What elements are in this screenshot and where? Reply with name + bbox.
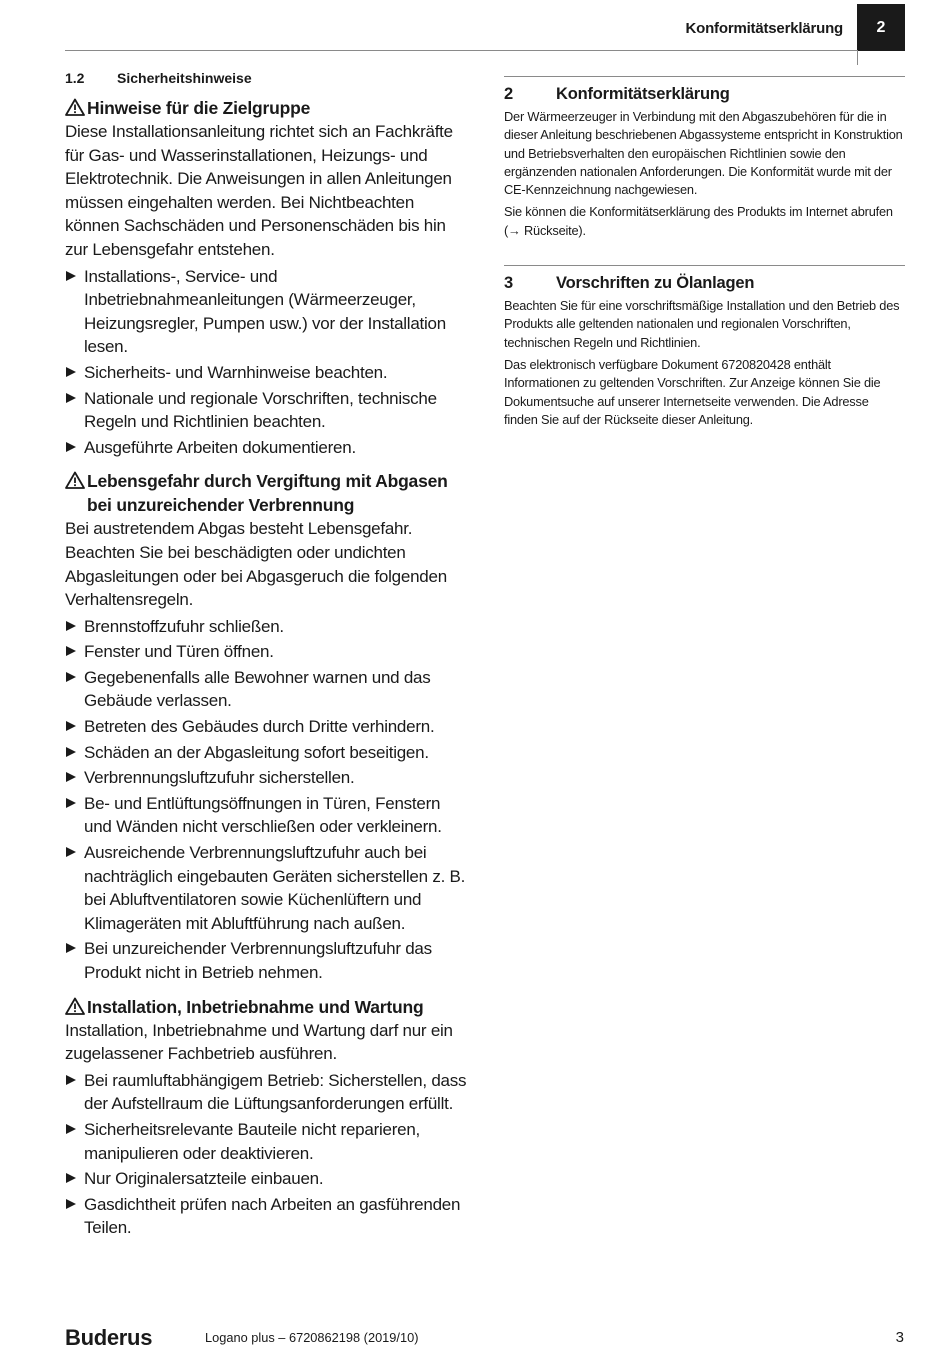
step-text: Be- und Entlüftungsöffnungen in Türen, Fenstern und Wänden nicht verschließen oder verkleinern. [84, 793, 442, 837]
step-text: Betreten des Gebäudes durch Dritte verhindern. [84, 717, 435, 737]
step-text: Schäden an der Abgasleitung sofort beseitigen. [84, 742, 429, 762]
section-title: Vorschriften zu Ölanlagen [556, 274, 755, 293]
step-list [65, 265, 470, 460]
arrow-right-icon [66, 943, 76, 953]
left-column [65, 68, 470, 1242]
step-item [65, 1167, 470, 1191]
arrow-right-icon [66, 1124, 76, 1134]
section-heading [504, 274, 905, 293]
step-item [65, 1118, 470, 1165]
step-item [65, 841, 470, 935]
warning-paragraph: Diese Installationsanleitung richtet sich an Fachkräfte für Gas- und Wasserinstallationen, Heizungs- und Elektrotechnik. Die Anweisungen in allen Anleitungen müssen eingehalten werden. Bei Nichtbeachten können Sachschäden und Personenschäden bis hin zur Lebensgefahr entstehen. [65, 122, 453, 259]
subsection-heading [65, 70, 470, 86]
step-text: Ausgeführte Arbeiten dokumentieren. [84, 437, 356, 457]
step-item [65, 666, 470, 713]
arrow-right-icon [66, 271, 76, 281]
chapter-tab: 2 [857, 4, 905, 51]
warning-heading-exhaust-poisoning [65, 469, 470, 517]
warning-triangle-icon [65, 96, 87, 120]
step-item [65, 615, 470, 639]
section-paragraph: Das elektronisch verfügbare Dokument 6720820428 enthält Informationen zu geltenden Vorschriften. Zur Anzeige können Sie die Dokumentsuche auf unserer Internetseite verwenden. Die Adresse finden Sie auf der Rückseite dieser Anleitung. [504, 356, 881, 427]
step-list [65, 1069, 470, 1240]
running-header-title: Konformitätserklärung [685, 20, 843, 37]
step-text: Sicherheits- und Warnhinweise beachten. [84, 362, 388, 382]
warning-title: Installation, Inbetriebnahme und Wartung [87, 996, 424, 1017]
warning-title: Lebensgefahr durch Vergiftung mit Abgasen bei unzureichender Verbrennung [87, 471, 448, 516]
arrow-right-icon [66, 367, 76, 377]
header-rule [65, 50, 857, 51]
section-rule [504, 76, 905, 77]
warning-paragraph: Installation, Inbetriebnahme und Wartung darf nur ein zugelassener Fachbetrieb ausführen. [65, 1020, 453, 1064]
warning-triangle-icon [65, 995, 87, 1019]
step-text: Bei raumluftabhängigem Betrieb: Sicherstellen, dass der Aufstellraum die Lüftungsanforderungen erfüllt. [84, 1070, 467, 1114]
section-rule [504, 265, 905, 266]
section-paragraph: Sie können die Konformitätserklärung des Produkts im Internet abrufen (→ Rückseite). [504, 204, 893, 238]
step-text: Ausreichende Verbrennungsluftzufuhr auch bei nachträglich eingebauten Geräten sicherstellen z. B. bei Abluftventilatoren sowie Küchenlüftern und Klimageräten mit Abluftführung nach außen. [84, 843, 466, 933]
step-list [65, 615, 470, 985]
arrow-right-icon [66, 621, 76, 631]
step-text: Nationale und regionale Vorschriften, technische Regeln und Richtlinien beachten. [84, 388, 437, 432]
step-item [65, 792, 470, 839]
section-paragraph: Der Wärmeerzeuger in Verbindung mit den Abgaszubehören für die in dieser Anleitung beschriebenen Abgassysteme entspricht in Konstruktion und Betriebsverhalten den europäischen Richtlinien sowie den ergänzenden nationalen Anforderungen. Die Konformität wurde mit der CE-Kennzeichnung nachgewiesen. [504, 109, 903, 198]
arrow-right-icon [66, 772, 76, 782]
step-item [65, 937, 470, 984]
step-text: Brennstoffzufuhr schließen. [84, 616, 284, 636]
arrow-right-icon [66, 721, 76, 731]
arrow-right-icon [66, 1199, 76, 1209]
step-text: Nur Originalersatzteile einbauen. [84, 1169, 324, 1189]
step-item [65, 640, 470, 664]
arrow-right-icon [66, 442, 76, 452]
warning-heading-installation [65, 995, 470, 1019]
step-item [65, 741, 470, 765]
step-text: Sicherheitsrelevante Bauteile nicht reparieren, manipulieren oder deaktivieren. [84, 1119, 421, 1163]
subsection-number: 1.2 [65, 70, 85, 86]
arrow-right-icon [66, 798, 76, 808]
section-paragraph: Beachten Sie für eine vorschriftsmäßige Installation und den Betrieb des Produkts alle geltenden nationalen und regionalen Vorschriften, technischen Regeln und Richtlinien. [504, 298, 900, 350]
arrow-right-icon [66, 747, 76, 757]
step-item [65, 361, 470, 385]
warning-triangle-icon [65, 469, 87, 517]
step-item [65, 1193, 470, 1240]
step-text: Verbrennungsluftzufuhr sicherstellen. [84, 768, 355, 788]
step-text: Fenster und Türen öffnen. [84, 642, 274, 662]
arrow-right-icon [66, 393, 76, 403]
section-number: 3 [504, 274, 513, 293]
step-item [65, 715, 470, 739]
section-title: Konformitätserklärung [556, 85, 730, 103]
arrow-right-icon [66, 847, 76, 857]
step-text: Bei unzureichender Verbrennungsluftzufuhr das Produkt nicht in Betrieb nehmen. [84, 939, 432, 982]
step-text: Gasdichtheit prüfen nach Arbeiten an gasführenden Teilen. [84, 1194, 461, 1238]
step-item [65, 766, 470, 790]
arrow-right-icon [66, 1075, 76, 1085]
arrow-right-icon [66, 646, 76, 656]
page-number: 3 [895, 1329, 904, 1346]
footer-document-id: Logano plus – 6720862198 (2019/10) [205, 1330, 419, 1345]
step-item [65, 387, 470, 434]
warning-heading-target-group [65, 96, 470, 120]
warning-paragraph: Bei austretendem Abgas besteht Lebensgefahr. Beachten Sie bei beschädigten oder undichten Abgasleitungen oder bei Abgasgeruch die folgenden Verhaltensregeln. [65, 519, 447, 610]
section-number: 2 [504, 85, 513, 103]
arrow-right-icon [66, 672, 76, 682]
brand-logo: Buderus [65, 1325, 153, 1350]
arrow-right-icon [66, 1173, 76, 1183]
step-item [65, 1069, 470, 1116]
header-rule-tick [857, 50, 858, 65]
step-text: Installations-, Service- und Inbetriebnahmeanleitungen (Wärmeerzeuger, Heizungsregler, Pumpen usw.) vor der Installation lesen. [84, 266, 446, 357]
step-item [65, 265, 470, 359]
section-heading [504, 85, 905, 104]
step-item [65, 436, 470, 460]
step-text: Gegebenenfalls alle Bewohner warnen und das Gebäude verlassen. [84, 667, 431, 711]
subsection-title: Sicherheitshinweise [117, 70, 252, 86]
right-column [504, 76, 905, 433]
warning-title: Hinweise für die Zielgruppe [87, 98, 311, 118]
